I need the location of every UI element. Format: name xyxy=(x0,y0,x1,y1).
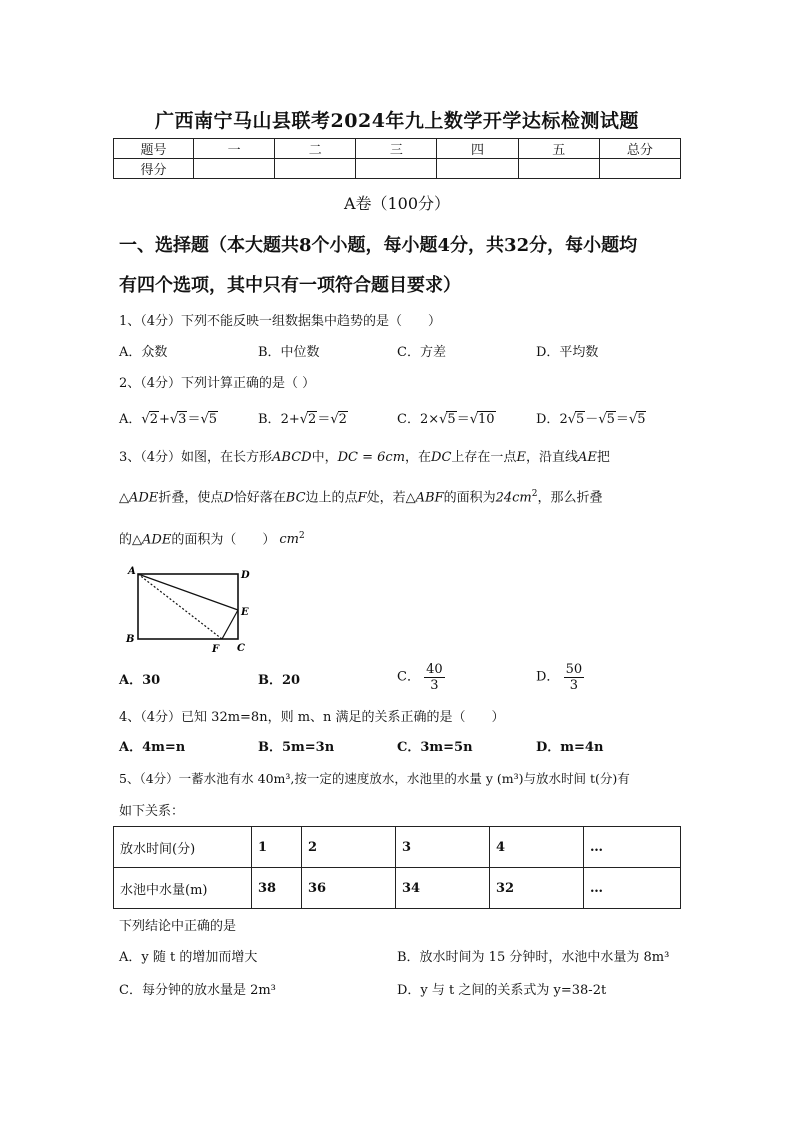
q3-exponent: 2 xyxy=(531,489,538,499)
fold-line-ae xyxy=(138,574,238,610)
q2-option-a[interactable] xyxy=(119,411,218,428)
radicand: 2 xyxy=(338,412,347,427)
q3-option-d-label: D． xyxy=(536,669,560,685)
score-input-cell[interactable] xyxy=(275,159,356,179)
table-cell: … xyxy=(584,827,681,868)
sqrt-sign: √ xyxy=(469,412,479,427)
score-input-cell[interactable] xyxy=(356,159,437,179)
equals-sign: ＝ xyxy=(187,412,201,427)
table-cell: 水池中水量(m) xyxy=(114,868,252,909)
operator: + xyxy=(158,412,170,427)
score-header-cell: 题号 xyxy=(114,139,194,159)
q2-option-b[interactable] xyxy=(258,411,348,428)
dashed-line-af xyxy=(138,574,222,639)
score-header-cell: 一 xyxy=(194,139,275,159)
score-table-header-row xyxy=(114,139,681,159)
radicand: 5 xyxy=(576,412,585,427)
q1-option-d[interactable]: D．平均数 xyxy=(536,345,599,360)
q3-text: 的面积为 xyxy=(443,490,496,506)
q3-text: ，沿直线 xyxy=(525,450,578,465)
q3-option-a[interactable]: A．30 xyxy=(119,673,161,688)
radicand: 5 xyxy=(208,412,218,427)
denominator: 3 xyxy=(430,678,439,693)
q3-text: 的 xyxy=(119,532,133,548)
numerator: 50 xyxy=(565,662,583,677)
table-cell: 2 xyxy=(302,827,396,868)
question-2-stem: 2、（4分）下列计算正确的是（ ） xyxy=(119,376,316,391)
table-row xyxy=(114,868,681,909)
score-input-cell[interactable] xyxy=(599,159,680,179)
q3-math: D xyxy=(223,490,234,506)
q2-option-c[interactable] xyxy=(397,411,496,428)
q3-math: AE xyxy=(577,450,597,465)
sqrt-sign: √ xyxy=(299,412,309,427)
line-fe xyxy=(222,610,238,639)
q3-text: 把 xyxy=(596,450,610,465)
q3-math: BC xyxy=(285,490,306,506)
section-heading-line-2: 有四个选项，其中只有一项符合题目要求） xyxy=(119,275,461,296)
q3-option-c[interactable] xyxy=(397,662,445,693)
figure-label-d: D xyxy=(241,570,250,581)
score-header-cell: 五 xyxy=(518,139,599,159)
figure-label-e: E xyxy=(241,607,249,618)
q5-option-d[interactable]: D．y 与 t 之间的关系式为 y=38-2t xyxy=(397,983,607,998)
q3-text: 边上的点 xyxy=(305,490,358,506)
q3-math: cm xyxy=(279,532,299,548)
sqrt-sign: √ xyxy=(169,412,179,427)
equals-sign: ＝ xyxy=(317,412,331,427)
score-table-row xyxy=(114,159,681,179)
score-table xyxy=(113,138,681,179)
q4-option-c[interactable]: C．3m=5n xyxy=(397,740,473,755)
figure-label-c: C xyxy=(237,643,245,654)
q3-text: 3、（4分）如图，在长方形 xyxy=(119,450,273,465)
radicand: 5 xyxy=(447,412,456,427)
q3-math: △ABF xyxy=(405,490,444,506)
q3-text: 的面积为（ ） xyxy=(171,532,276,548)
operator: － xyxy=(585,412,599,427)
radicand: 5 xyxy=(637,412,646,427)
q3-text: 中， xyxy=(311,450,338,465)
q2-option-c-label: C． xyxy=(397,412,420,427)
figure-label-a: A xyxy=(128,566,136,577)
question-5-prompt: 下列结论中正确的是 xyxy=(119,919,237,934)
fraction xyxy=(564,662,585,693)
question-1-stem: 1、（4分）下列不能反映一组数据集中趋势的是（ ） xyxy=(119,314,442,329)
question-5-line-2: 如下关系： xyxy=(119,804,185,819)
q3-option-b[interactable]: B．20 xyxy=(258,673,301,688)
fraction xyxy=(424,662,445,693)
table-cell: 1 xyxy=(252,827,302,868)
q2-option-d-label: D． xyxy=(536,412,560,427)
table-cell: 32 xyxy=(490,868,584,909)
q3-math: △ADE xyxy=(132,532,172,548)
table-cell: 放水时间(分) xyxy=(114,827,252,868)
q5-option-a[interactable]: A．y 随 t 的增加而增大 xyxy=(119,950,258,965)
section-heading-line-1: 一、选择题（本大题共8个小题，每小题4分，共32分，每小题均 xyxy=(119,235,638,256)
q3-math: F xyxy=(357,490,367,506)
score-header-cell: 总分 xyxy=(599,139,680,159)
q5-option-c[interactable]: C．每分钟的放水量是 2m³ xyxy=(119,983,276,998)
q3-text: 恰好落在 xyxy=(233,490,286,506)
operand: 2 xyxy=(559,412,568,427)
score-header-cell: 二 xyxy=(275,139,356,159)
question-3-line-3 xyxy=(119,528,689,548)
q3-math: 24cm xyxy=(495,490,532,506)
sqrt-sign: √ xyxy=(628,412,638,427)
sqrt-sign: √ xyxy=(598,412,607,427)
q4-option-d[interactable]: D．m=4n xyxy=(536,740,604,755)
radicand: 2 xyxy=(149,412,158,427)
score-input-cell[interactable] xyxy=(437,159,518,179)
sqrt-sign: √ xyxy=(330,412,339,427)
numerator: 40 xyxy=(426,662,443,677)
equals-sign: ＝ xyxy=(456,412,470,427)
question-5-line-1: 5、（4分）一蓄水池有水 40m³,按一定的速度放水，水池里的水量 y (m³)与放水时间 t(分)有 xyxy=(119,771,630,786)
table-cell: 36 xyxy=(302,868,396,909)
q5-option-b[interactable]: B．放水时间为 15 分钟时，水池中水量为 8m³ xyxy=(397,950,670,965)
table-cell: … xyxy=(584,868,681,909)
q3-math: DC = 6cm xyxy=(337,450,406,465)
q1-option-c[interactable]: C．方差 xyxy=(397,345,446,360)
score-header-cell: 四 xyxy=(437,139,518,159)
q3-text: ，在 xyxy=(405,450,432,465)
question-4-stem: 4、（4分）已知 32m=8n，则 m、n 满足的关系正确的是（ ） xyxy=(119,710,505,725)
radicand: 10 xyxy=(478,412,495,427)
q3-text: 处，若 xyxy=(366,490,406,506)
score-input-cell[interactable] xyxy=(194,159,275,179)
q3-math: E xyxy=(516,450,526,465)
radicand: 2 xyxy=(308,412,317,427)
radicand: 5 xyxy=(606,412,615,427)
figure-label-b: B xyxy=(126,634,135,645)
operand: 2+ xyxy=(280,412,300,427)
q3-exponent: 2 xyxy=(298,531,305,541)
sqrt-sign: √ xyxy=(439,412,448,427)
radicand: 3 xyxy=(178,412,187,427)
sqrt-sign: √ xyxy=(141,412,150,427)
q3-text: ，那么折叠 xyxy=(537,490,603,506)
q1-option-a[interactable]: A．众数 xyxy=(119,345,168,360)
q3-option-d[interactable] xyxy=(536,662,584,693)
figure-label-f: F xyxy=(212,644,220,655)
question-3-line-2 xyxy=(119,486,689,506)
question-3-line-1 xyxy=(119,450,689,466)
score-input-cell[interactable] xyxy=(518,159,599,179)
table-cell: 38 xyxy=(252,868,302,909)
equals-sign: ＝ xyxy=(615,412,629,427)
q4-option-b[interactable]: B．5m=3n xyxy=(258,740,335,755)
sqrt-sign: √ xyxy=(200,412,209,427)
paper-section-label: A卷（100分） xyxy=(343,194,451,213)
q3-math: ABCD xyxy=(272,450,312,465)
q1-option-b[interactable]: B．中位数 xyxy=(258,345,320,360)
q4-option-a[interactable]: A．4m=n xyxy=(119,740,186,755)
table-cell: 4 xyxy=(490,827,584,868)
score-row-label: 得分 xyxy=(114,159,194,179)
operand: 2× xyxy=(419,412,440,427)
table-cell: 3 xyxy=(396,827,490,868)
q3-text: 上存在一点 xyxy=(451,450,517,465)
sqrt-sign: √ xyxy=(567,412,577,427)
q3-math: DC xyxy=(431,450,452,465)
score-header-cell: 三 xyxy=(356,139,437,159)
q2-option-b-label: B． xyxy=(258,412,281,427)
q2-option-a-label: A． xyxy=(119,412,142,427)
q2-option-d[interactable] xyxy=(536,411,646,428)
q3-option-c-label: C． xyxy=(397,669,420,685)
denominator: 3 xyxy=(569,678,578,693)
q3-text: 折叠，使点 xyxy=(158,490,224,506)
rectangle-fold-figure xyxy=(118,560,258,660)
q3-math: △ADE xyxy=(119,490,159,506)
water-data-table xyxy=(113,826,681,909)
table-cell: 34 xyxy=(396,868,490,909)
table-row xyxy=(114,827,681,868)
rectangle-abcd xyxy=(138,574,238,639)
page-title: 广西南宁马山县联考2024年九上数学开学达标检测试题 xyxy=(155,110,639,132)
